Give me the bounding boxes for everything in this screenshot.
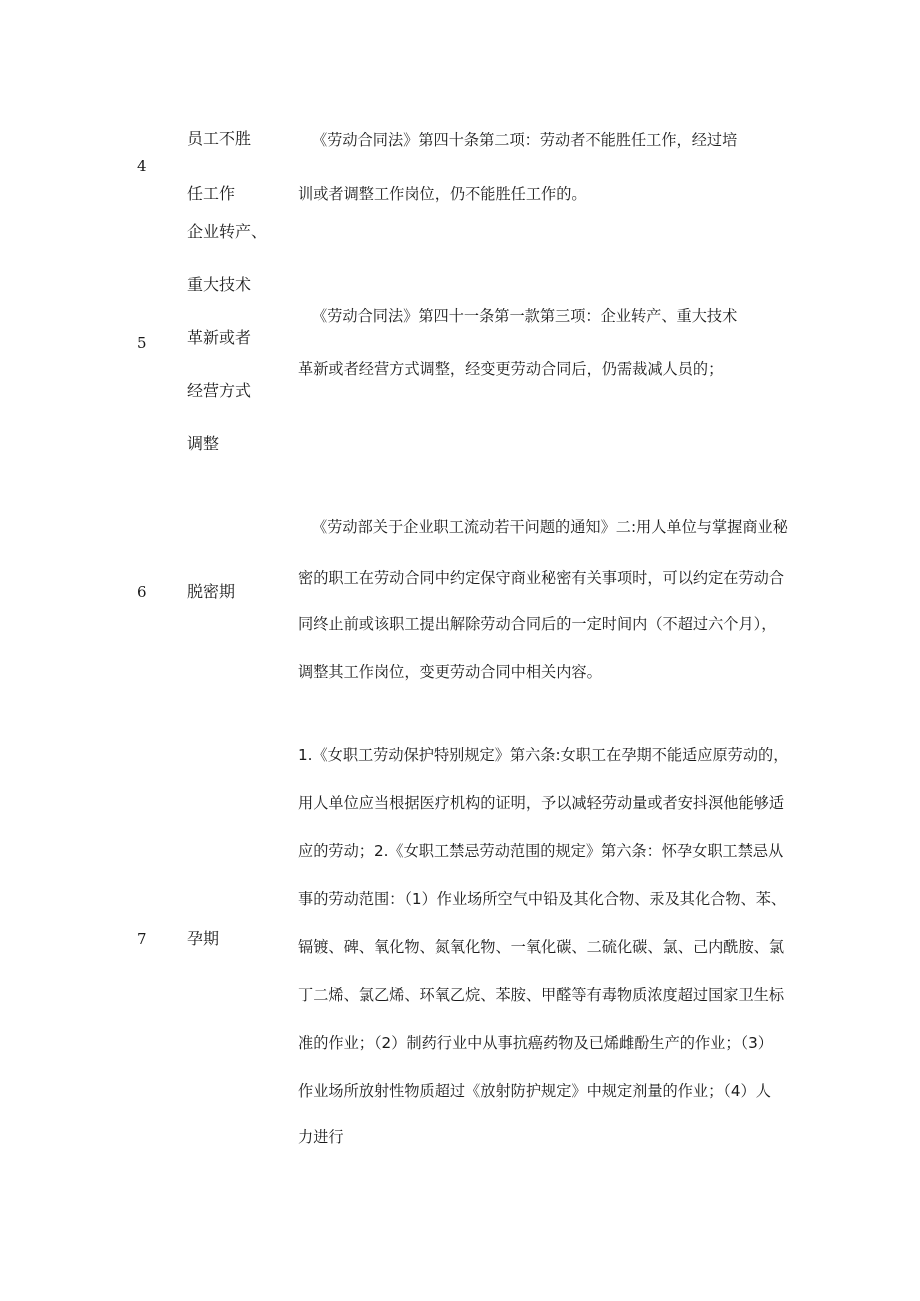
row-label-line: 调整 <box>187 434 220 453</box>
row-label-line: 企业转产、 <box>187 222 268 241</box>
row-text-line: 事的劳动范围：（1）作业场所空气中铅及其化合物、汞及其化合物、苯、 <box>298 890 787 908</box>
row-text-line: 丁二烯、氯乙烯、环氧乙烷、苯胺、甲醛等有毒物质浓度超过国家卫生标 <box>298 986 784 1004</box>
row-label-line: 经营方式 <box>187 381 252 400</box>
row-label-line: 重大技术 <box>187 275 252 294</box>
row-number: 4 <box>137 157 147 175</box>
row-text-line: 镉镀、碑、氧化物、氮氧化物、一氧化碳、二硫化碳、氯、己内酰胺、氯 <box>298 938 784 956</box>
row-text-line: 力进行 <box>298 1128 344 1146</box>
row-text-line: 用人单位应当根据医疗机构的证明，予以减轻劳动量或者安抖溟他能够适 <box>298 794 784 812</box>
row-text-line: 准的作业；（2）制药行业中从事抗癌药物及已烯雌酚生产的作业；（3） <box>298 1034 773 1052</box>
row-number: 5 <box>137 334 147 352</box>
row-text-line: 同终止前或该职工提出解除劳动合同后的一定时间内（不超过六个月）， <box>298 615 777 633</box>
row-label-line: 革新或者 <box>187 328 252 347</box>
row-text-line: 革新或者经营方式调整，经变更劳动合同后，仍需裁减人员的； <box>298 360 724 378</box>
row-text-line: 作业场所放射性物质超过《放射防护规定》中规定剂量的作业；（4）人 <box>298 1082 771 1100</box>
row-text-line: 训或者调整工作岗位，仍不能胜任工作的。 <box>298 185 587 203</box>
row-text-line: 调整其工作岗位，变更劳动合同中相关内容。 <box>298 663 602 681</box>
row-text-line: 《劳动合同法》第四十一条第一款第三项：企业转产、重大技术 <box>312 307 738 325</box>
row-text-line: 1.《女职工劳动保护特别规定》第六条:女职工在孕期不能适应原劳动的， <box>298 746 789 764</box>
row-label-line: 孕期 <box>187 929 220 948</box>
row-number: 6 <box>137 583 147 601</box>
row-number: 7 <box>137 930 147 948</box>
row-text-line: 《劳动合同法》第四十条第二项：劳动者不能胜任工作，经过培 <box>312 131 738 149</box>
row-label-line: 脱密期 <box>187 582 236 601</box>
row-label-line: 任工作 <box>187 184 236 203</box>
row-text-line: 密的职工在劳动合同中约定保守商业秘密有关事项时，可以约定在劳动合 <box>298 569 784 587</box>
row-text-line: 应的劳动；2.《女职工禁忌劳动范围的规定》第六条：怀孕女职工禁忌从 <box>298 842 784 860</box>
row-label-line: 员工不胜 <box>187 129 252 148</box>
row-text-line: 《劳动部关于企业职工流动若干问题的通知》二:用人单位与掌握商业秘 <box>312 518 788 536</box>
